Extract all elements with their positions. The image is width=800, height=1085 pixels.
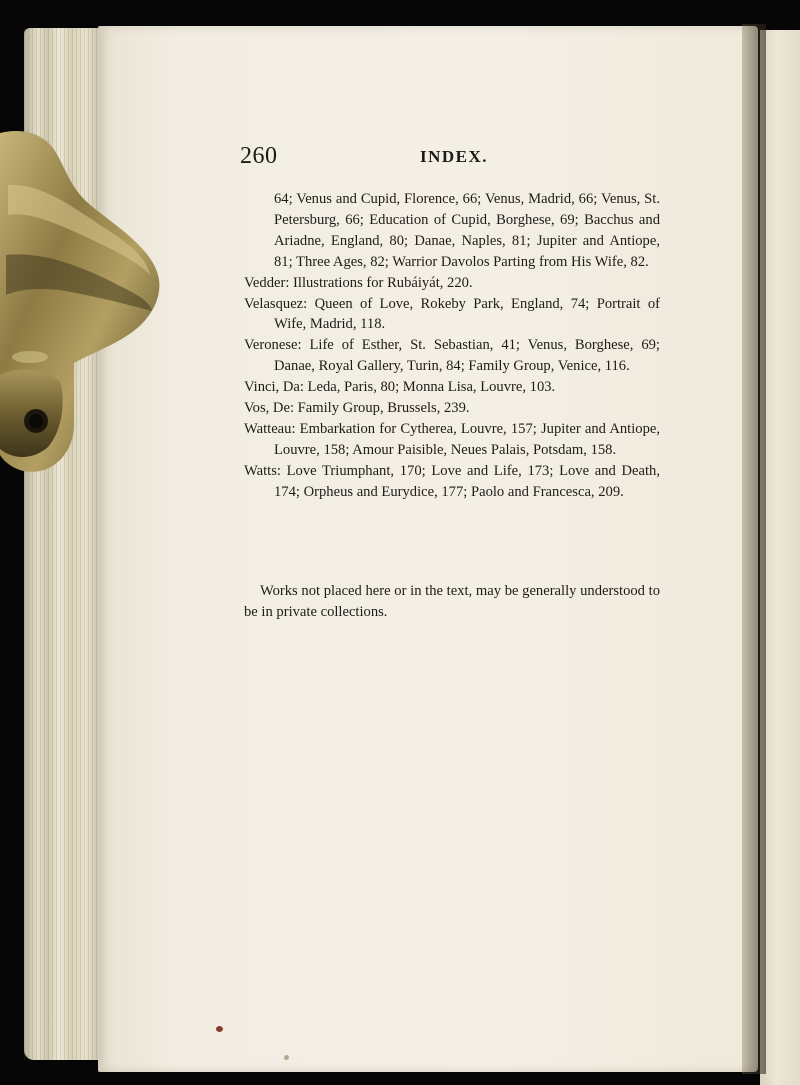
running-head: INDEX. [420, 147, 489, 166]
index-entry: Veronese: Life of Esther, St. Sebastian, 41; Venus, Borghese, 69; Danae, Royal Gallery, Turin, 84; Family Group, Venice, 116. [244, 337, 660, 375]
collections-note: Works not placed here or in the text, may be generally understood to be in private collections. [244, 583, 660, 620]
page-number: 260 [240, 143, 278, 169]
index-entries [244, 189, 660, 503]
index-entry: Watts: Love Triumphant, 170; Love and Life, 173; Love and Death, 174; Orpheus and Eurydice, 177; Paolo and Francesca, 209. [244, 462, 660, 500]
paper-speck [284, 1055, 289, 1060]
brass-clip-icon [0, 125, 165, 480]
page-header [240, 143, 660, 173]
index-entry: Velasquez: Queen of Love, Rokeby Park, England, 74; Portrait of Wife, Madrid, 118. [244, 295, 660, 333]
index-entry: Vos, De: Family Group, Brussels, 239. [244, 400, 470, 417]
book-page [98, 26, 758, 1072]
index-entry: Vinci, Da: Leda, Paris, 80; Monna Lisa, Louvre, 103. [244, 379, 556, 396]
index-entry: 64; Venus and Cupid, Florence, 66; Venus, Madrid, 66; Venus, St. Petersburg, 66; Education of Cupid, Borghese, 69; Bacchus and Ariadne, England, 80; Danae, Naples, 81; Jupiter and Antiope, 81; Three Ages, 82; Warrior Davolos Parting from His Wife, 82. [274, 191, 660, 270]
paper-speck [216, 1026, 223, 1032]
index-entry: Watteau: Embarkation for Cytherea, Louvre, 157; Jupiter and Antiope, Louvre, 158; Amour Paisible, Neues Palais, Potsdam, 158. [244, 420, 660, 458]
gutter-shadow [742, 24, 766, 1074]
index-entry: Vedder: Illustrations for Rubáiyát, 220. [244, 274, 473, 291]
facing-page-edge [760, 30, 800, 1085]
